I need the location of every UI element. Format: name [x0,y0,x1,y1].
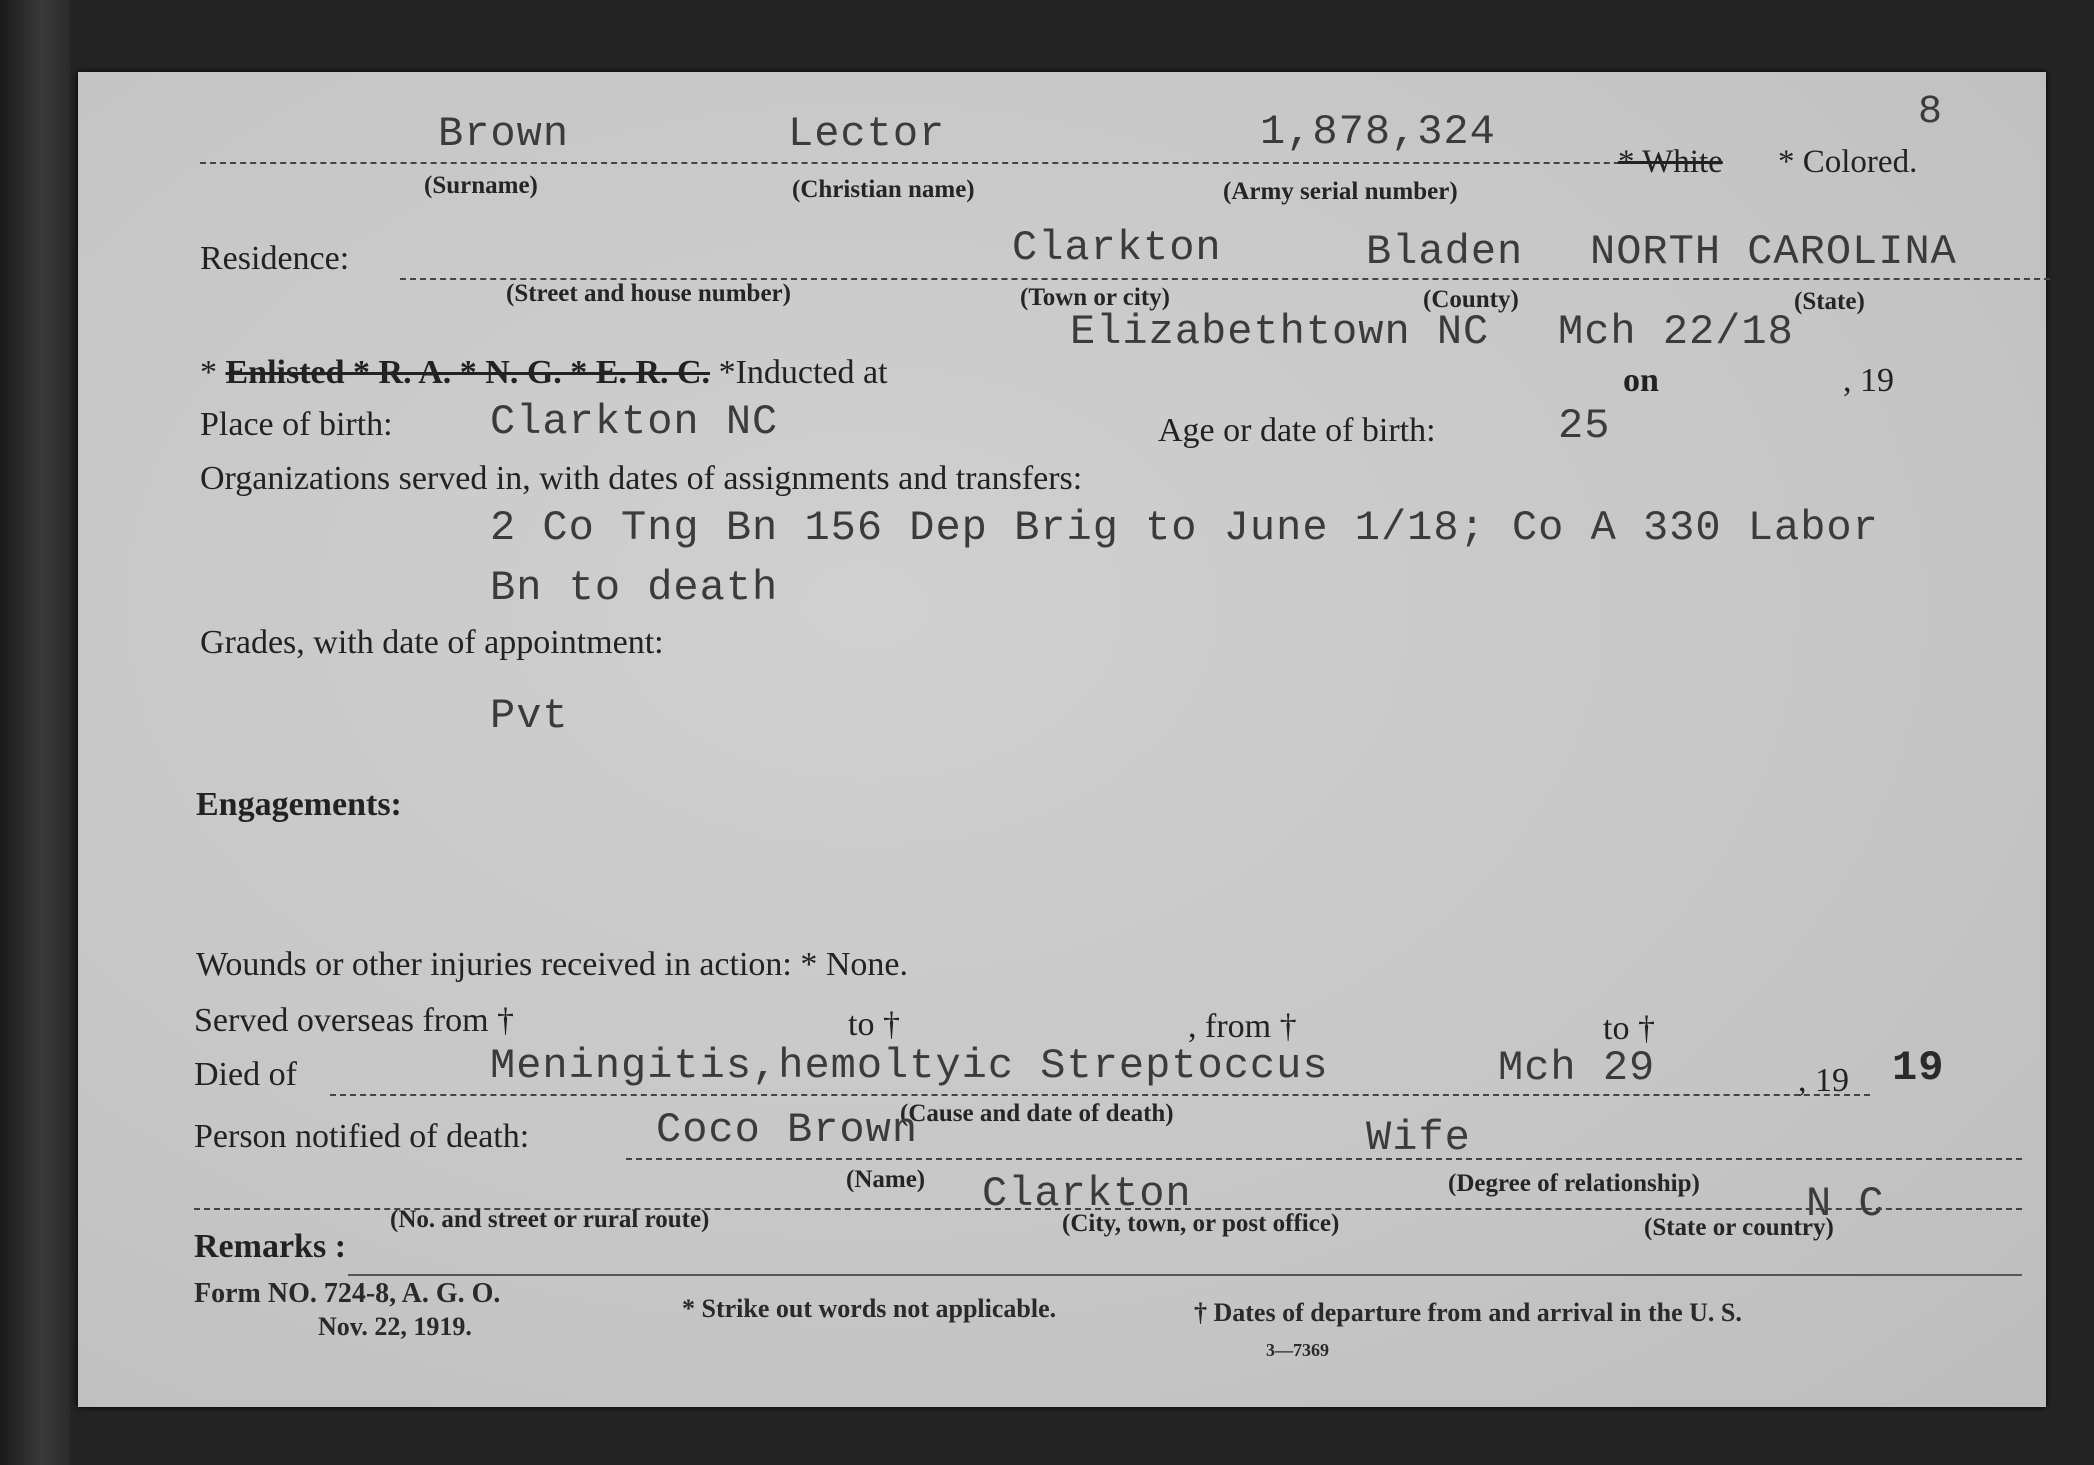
residence-town-value: Clarkton [1012,224,1222,272]
race-white-option: * White [1618,144,1723,180]
notified-label: Person notified of death: [194,1118,530,1155]
county-caption: (County) [1423,286,1519,313]
relationship-value: Wife [1366,1114,1471,1162]
died-of-label: Died of [194,1056,297,1093]
dates-note: † Dates of departure from and arrival in the U. S. [1194,1298,1742,1327]
place-of-birth-label: Place of birth: [200,406,393,443]
place-of-birth-value: Clarkton NC [490,398,779,446]
residence-state-value: NORTH CAROLINA [1590,228,1957,276]
induction-options: * Enlisted * R. A. * N. G. * E. R. C. *Inducted at [200,354,888,391]
page-number: 8 [1918,90,1944,135]
street-caption: (Street and house number) [506,280,791,307]
notified-name-value: Coco Brown [656,1106,919,1154]
death-year-value: 19 [1892,1044,1945,1092]
organizations-line-2: Bn to death [490,564,779,612]
overseas-from-2: , from † [1188,1008,1297,1045]
age-label: Age or date of birth: [1158,412,1436,449]
engagements-label: Engagements: [196,786,402,823]
serial-caption: (Army serial number) [1223,178,1458,205]
grade-value: Pvt [490,692,569,740]
race-colored-option: * Colored. [1778,144,1918,180]
death-caption: (Cause and date of death) [900,1100,1174,1127]
notified-street-caption: (No. and street or rural route) [390,1206,710,1233]
induction-on-label: on [1623,362,1659,399]
served-overseas-label: Served overseas from † [194,1002,515,1039]
notified-name-caption: (Name) [846,1166,926,1193]
notified-state-value: N C [1806,1180,1885,1228]
christian-name-caption: (Christian name) [792,176,975,203]
remarks-label: Remarks : [194,1228,347,1265]
overseas-to-1: to † [848,1006,900,1043]
organizations-line-1: 2 Co Tng Bn 156 Dep Brig to June 1/18; Co A 330 Labor [490,504,1879,552]
remarks-line [348,1274,2022,1276]
christian-name-value: Lector [788,110,946,158]
print-code: 3—7369 [1266,1340,1329,1360]
state-caption: (State) [1794,288,1865,315]
binder-edge [0,0,70,1465]
notified-line [626,1158,2022,1160]
surname-caption: (Surname) [424,172,538,199]
death-year-prefix: , 19 [1798,1062,1849,1099]
surname-value: Brown [438,110,570,158]
town-caption: (Town or city) [1020,284,1170,311]
overseas-to-2: to † [1603,1010,1655,1047]
notified-state-caption: (State or country) [1644,1214,1834,1241]
relationship-caption: (Degree of relationship) [1448,1170,1700,1197]
notified-city-value: Clarkton [982,1170,1192,1218]
notified-city-caption: (City, town, or post office) [1062,1210,1340,1237]
service-record-card [78,72,2046,1407]
died-of-line [330,1094,1870,1096]
organizations-label: Organizations served in, with dates of assignments and transfers: [200,460,1083,497]
death-cause-value: Meningitis,hemoltyic Streptoccus [490,1042,1329,1090]
induction-place-value: Elizabethtown NC [1070,308,1490,356]
induction-year-label: , 19 [1843,362,1894,399]
grades-label: Grades, with date of appointment: [200,624,664,661]
residence-county-value: Bladen [1366,228,1524,276]
serial-number-value: 1,878,324 [1260,108,1496,156]
induction-date-value: Mch 22/18 [1558,308,1794,356]
name-line [200,162,1690,164]
wounds-label: Wounds or other injuries received in action: * None. [196,946,909,983]
form-number: Form NO. 724-8, A. G. O. [194,1278,501,1309]
death-date-value: Mch 29 [1498,1044,1656,1092]
form-date: Nov. 22, 1919. [318,1312,472,1341]
residence-label: Residence: [200,240,350,277]
strike-note: * Strike out words not applicable. [682,1294,1057,1323]
age-value: 25 [1558,402,1611,450]
